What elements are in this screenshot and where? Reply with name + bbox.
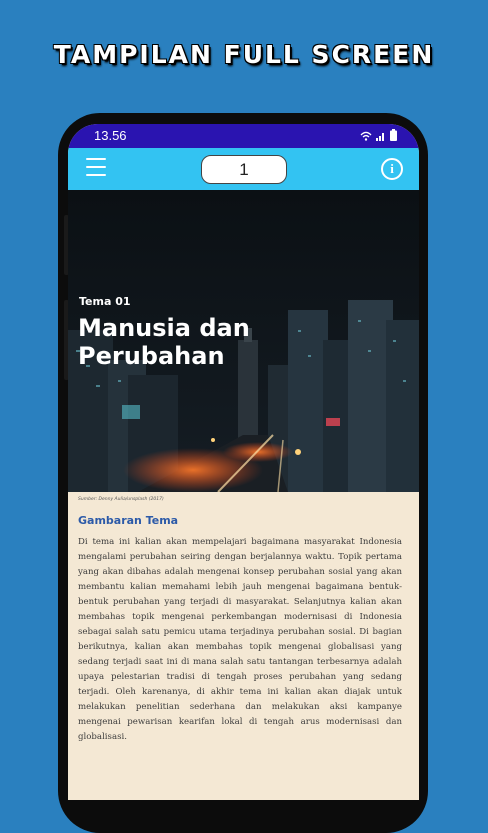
wifi-icon: [360, 131, 372, 141]
image-source-caption: Sumber: Denny Aulia/unsplash (2017): [78, 497, 164, 502]
headline: TAMPILAN FULL SCREEN: [53, 40, 435, 69]
signal-icon: [376, 131, 386, 141]
hamburger-menu-icon[interactable]: [86, 158, 106, 180]
section-title: Gambaran Tema: [78, 514, 179, 527]
hero-image: [68, 190, 419, 492]
theme-number: Tema 01: [79, 295, 131, 308]
body-paragraph: Di tema ini kalian akan mempelajari bagaimana masyarakat Indonesia mengalami perubahan seiring dengan berjalannya waktu. Topik pertama yang akan dibahas adalah mengenai konsep perubahan sosial yang akan membantu kalian memahami lebih jauh mengenai bagaimana bentuk-bentuk perubahan yang terjadi di masyarakat. Selanjutnya kalian akan membahas topik mengenai perkembangan modernisasi di Indonesia sebagai salah satu pemicu utama terjadinya perubahan sosial. Di bagian berikutnya, kalian akan membahas topik mengenai globalisasi yang sedang terjadi saat ini di mana salah satu tantangan terbesarnya adalah upaya pelestarian tradisi di tengah proses perubahan yang sedang terjadi. Oleh karenanya, di akhir tema ini kalian akan diajak untuk melakukan penelitian sederhana dan melakukan aksi kampanye mengenai pewarisan kearifan lokal di tengah arus modernisasi dan globalisasi.: [78, 537, 402, 742]
phone-screen: [68, 124, 419, 800]
battery-icon: [390, 129, 397, 141]
app-bar: [68, 148, 419, 190]
theme-title: Manusia dan Perubahan: [78, 314, 250, 370]
status-icons: [360, 129, 397, 141]
status-time: 13.56: [94, 128, 127, 143]
page-number-field[interactable]: 1: [201, 155, 287, 184]
status-bar: [68, 124, 419, 148]
info-icon[interactable]: i: [381, 158, 403, 180]
